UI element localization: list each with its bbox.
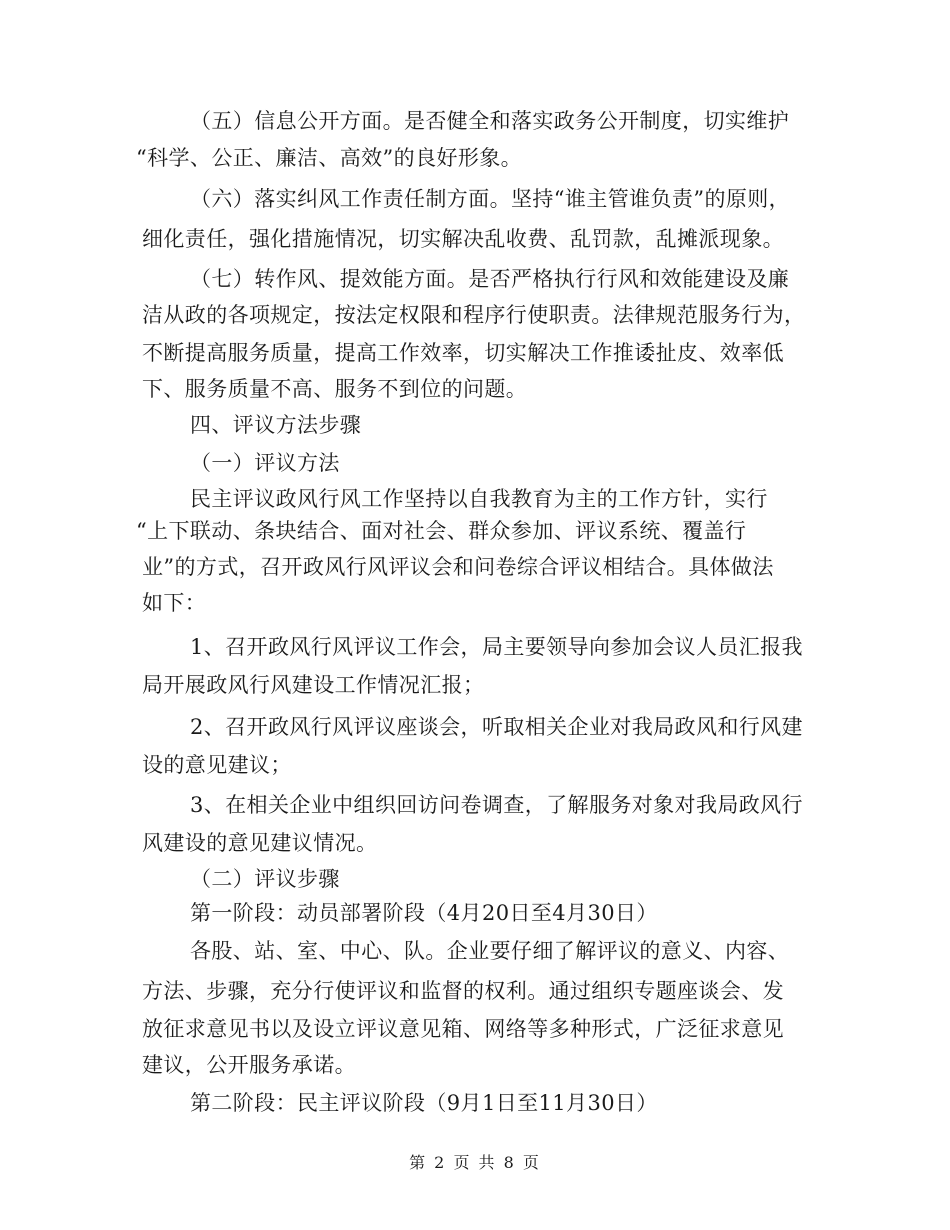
- list-item: 3、在相关企业中组织回访问卷调查，了解服务对象对我局政风行: [190, 793, 803, 817]
- text-line: 放征求意见书以及设立评议意见箱、网络等多种形式，广泛征求意见: [142, 1017, 784, 1041]
- text-line: 建议，公开服务承诺。: [142, 1053, 356, 1077]
- section-heading: 四、评议方法步骤: [190, 413, 362, 437]
- text-line: 各股、站、室、中心、队。企业要仔细了解评议的意义、内容、: [190, 939, 790, 963]
- text-line: “科学、公正、廉洁、高效”的良好形象。: [136, 146, 523, 170]
- text-line: 细化责任，强化措施情况，切实解决乱收费、乱罚款，乱摊派现象。: [142, 227, 784, 251]
- text-line: 下、服务质量不高、服务不到位的问题。: [142, 377, 528, 401]
- text-line: 民主评议政风行风工作坚持以自我教育为主的工作方针，实行: [190, 487, 768, 511]
- subsection-heading: （二）评议步骤: [190, 867, 340, 891]
- subsection-heading: （一）评议方法: [190, 451, 340, 475]
- text-line: （六）落实纠风工作责任制方面。坚持“谁主管谁负责”的原则，: [190, 187, 791, 211]
- text-line: 设的意见建议；: [142, 753, 292, 777]
- list-item: 2、召开政风行风评议座谈会，听取相关企业对我局政风和行风建: [190, 715, 803, 739]
- text-line: （五）信息公开方面。是否健全和落实政务公开制度，切实维护: [190, 109, 790, 133]
- list-item: 1、召开政风行风评议工作会，局主要领导向参加会议人员汇报我: [190, 635, 803, 659]
- text-line: 局开展政风行风建设工作情况汇报；: [142, 673, 485, 697]
- text-line: “上下联动、条块结合、面对社会、群众参加、评议系统、覆盖行: [136, 519, 747, 543]
- text-line: （七）转作风、提效能方面。是否严格执行行风和效能建设及廉: [190, 267, 790, 291]
- stage-heading: 第二阶段：民主评议阶段（9月1日至11月30日）: [190, 1091, 658, 1115]
- text-line: 方法、步骤，充分行使评议和监督的权利。通过组织专题座谈会、发: [142, 979, 784, 1003]
- stage-heading: 第一阶段：动员部署阶段（4月20日至4月30日）: [190, 901, 658, 925]
- text-line: 风建设的意见建议情况。: [142, 831, 378, 855]
- text-line: 业”的方式，召开政风行风评议会和问卷综合评议相结合。具体做法: [142, 555, 774, 579]
- page-number: 第 2 页 共 8 页: [409, 1153, 541, 1172]
- text-line: 洁从政的各项规定，按法定权限和程序行使职责。法律规范服务行为，: [142, 303, 806, 327]
- text-line: 如下：: [142, 591, 207, 615]
- text-line: 不断提高服务质量，提高工作效率，切实解决工作推诿扯皮、效率低: [142, 341, 784, 365]
